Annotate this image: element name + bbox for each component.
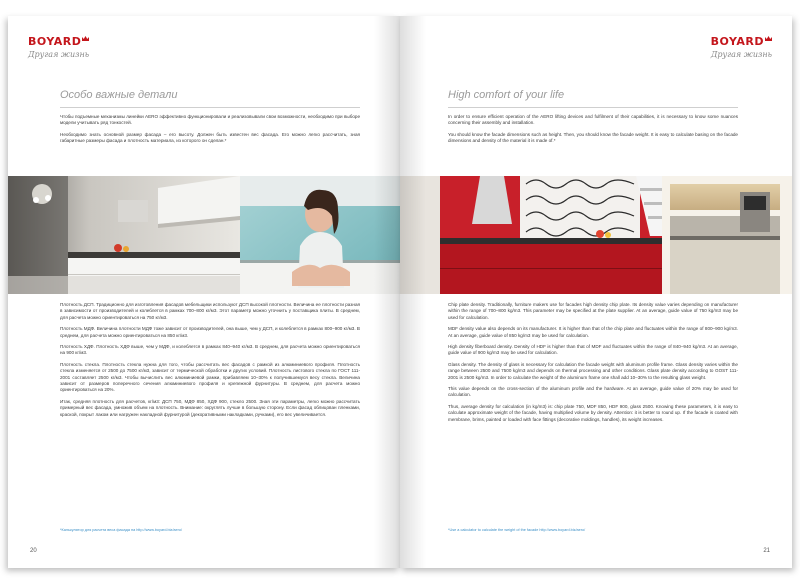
intro-text <box>448 114 738 150</box>
intro-paragraph: Чтобы подъемные механизмы линейки AERO эффективно функционировали и реализовывали свои возможности, необходимо при выборе модели учитывать ряд тонкостей. <box>60 114 360 126</box>
section-heading: Особо важные детали <box>60 89 178 101</box>
body-text <box>60 302 360 423</box>
kitchen-photo-right <box>400 176 792 294</box>
body-paragraph: High density fiberboard density. Density of HDF is higher than that of MDF and fluctuates within the range of 840–940 kg/m3. At an average, guide value of 900 kg/m3 may be used for calculation. <box>448 344 738 356</box>
body-paragraph: Glass density. The density of glass is necessary for calculation the facade weight with aluminum profile frame. Glass density varies within the range between 2500 and 7500 kg/m3 and depends on thermal processing and other conditions. Glass plate density according to GOST 111-2001 is 2500 kg/m3. In order to calculate the weight of the aluminum frame one shall add 10–30% to the resulting glass weight. <box>448 361 738 380</box>
heading-divider <box>448 107 738 108</box>
intro-text <box>60 114 360 150</box>
brand-block <box>28 30 89 59</box>
brand-tagline: Другая жизнь <box>28 50 90 59</box>
magazine-spread <box>8 16 792 568</box>
intro-paragraph: In order to ensure efficient operation of the AERO lifting devices and fulfilment of their capabilities, it is necessary to know some nuances concerning their assembly and installation. <box>448 114 738 126</box>
boyard-logo: BOYARD <box>28 35 89 48</box>
page-number: 21 <box>763 548 770 554</box>
kitchen-photo-left <box>8 176 400 294</box>
intro-paragraph: Необходимо знать основной размер фасада – его высоту. Должен быть известен вес фасада. Его можно легко рассчитать, зная габаритные размеры фасада и плотность материала, из которого он сделан.* <box>60 131 360 144</box>
body-paragraph: Итак, средняя плотность для расчетов, кг/м3: ДСП 750, МДФ 850, ХДФ 900, стекло 2500. Зная эти параметры, легко можно рассчитать примерный вес фасада, умножив объем на плотность. Внимание: округлять лучше в большую сторону. Если фасад облицован пленками, краской, покрыт лаком или нагружен накладной фурнитурой (декоративными накладками, ручками), его вес увеличивается. <box>60 398 360 417</box>
footnote-link[interactable]: *Калькулятор для расчета веса фасада на http://www.boyard.biz/aero/ <box>60 528 183 532</box>
body-text <box>448 302 738 428</box>
crown-icon <box>765 36 772 41</box>
body-paragraph: Плотность ХДФ. Плотность ХДФ выше, чем у МДФ, и колеблется в рамках 840–940 кг/м3. В среднем, для расчета можно ориентироваться на 900 кг/м3. <box>60 344 360 356</box>
footnote-link[interactable]: *Use a calculator to calculate the weight of the facade http://www.boyard.biz/aero/ <box>448 528 586 532</box>
right-page <box>400 16 792 568</box>
body-paragraph: Плотность стекла. Плотность стекла нужна для того, чтобы рассчитать вес фасадов с рамкой из алюминиевого профиля. Плотность стекла изменяется от 2500 до 7500 кг/м3, зависит от термической обработки и других условий. Плотность листового стекла по ГОСТ 111-2001 составляет 2500 кг/м3. Чтобы вычислить вес алюминиевой рамки, прибавляем 10–30% к получившемуся весу стекла. Величина зависит от размеров поперечного сечения алюминиевого профиля и крепежной фурнитуры. В среднем, для расчета можно ориентироваться на 20%. <box>60 361 360 393</box>
body-paragraph: This value depends on the cross-section of the aluminum profile and the hardware. At an average, guide value of 20% may be used for calculation. <box>448 386 738 398</box>
boyard-logo: BOYARD <box>711 35 772 48</box>
crown-icon <box>82 36 89 41</box>
left-page <box>8 16 400 568</box>
body-paragraph: Плотность МДФ. Величина плотности МДФ тоже зависит от производителей, она выше, чем у ДСП, и колеблется в рамках 800–900 кг/м3. В среднем, для расчета можно ориентироваться на 850 кг/м3. <box>60 326 360 338</box>
body-paragraph: MDF density value also depends on its manufacturer. It is higher than that of the chip plate and fluctuates within the range of 800–900 kg/m3. At an average, guide value of 850 kg/m3 may be used for calculation. <box>448 326 738 338</box>
intro-paragraph: You should know the facade dimensions such as height. Then, you should know the facade weight. It is easy to calculate basing on the facade dimensions and density of the material it is made of.* <box>448 131 738 144</box>
brand-block <box>711 30 772 59</box>
body-paragraph: Chip plate density. Traditionally, furniture makers use for facades high density chip plate. Its density value varies depending on manufacturer within the range of 700–800 kg/m3. This parameter may be specified at the plate supplier. At an average, guide value of 750 kg/m3 may be used for calculation. <box>448 302 738 320</box>
brand-tagline: Другая жизнь <box>710 50 772 59</box>
body-paragraph: Плотность ДСП. Традиционно для изготовления фасадов мебельщики используют ДСП высокой плотности. Величина ее плотности разная в зависимости от производителей и колеблется в рамках 700–800 кг/м3. Этот параметр можно уточнить у поставщика плиты. В среднем, для расчета можно ориентироваться на 750 кг/м3. <box>60 302 360 320</box>
heading-divider <box>60 107 360 108</box>
section-heading: High comfort of your life <box>448 89 565 101</box>
page-number: 20 <box>30 548 37 554</box>
body-paragraph: Thus, average density for calculation (in kg/m3) is: chip plate 750, MDF 850, HDF 900, glass 2500. Knowing these parameters, it is easy to calculate approximate weight of the facade, having multiplied volume by density. Attention: it is better to round up. If the facade is coated with membrane, brims, painted or loaded with face fittings (decorative moldings, handles), its weight increases. <box>448 403 738 422</box>
